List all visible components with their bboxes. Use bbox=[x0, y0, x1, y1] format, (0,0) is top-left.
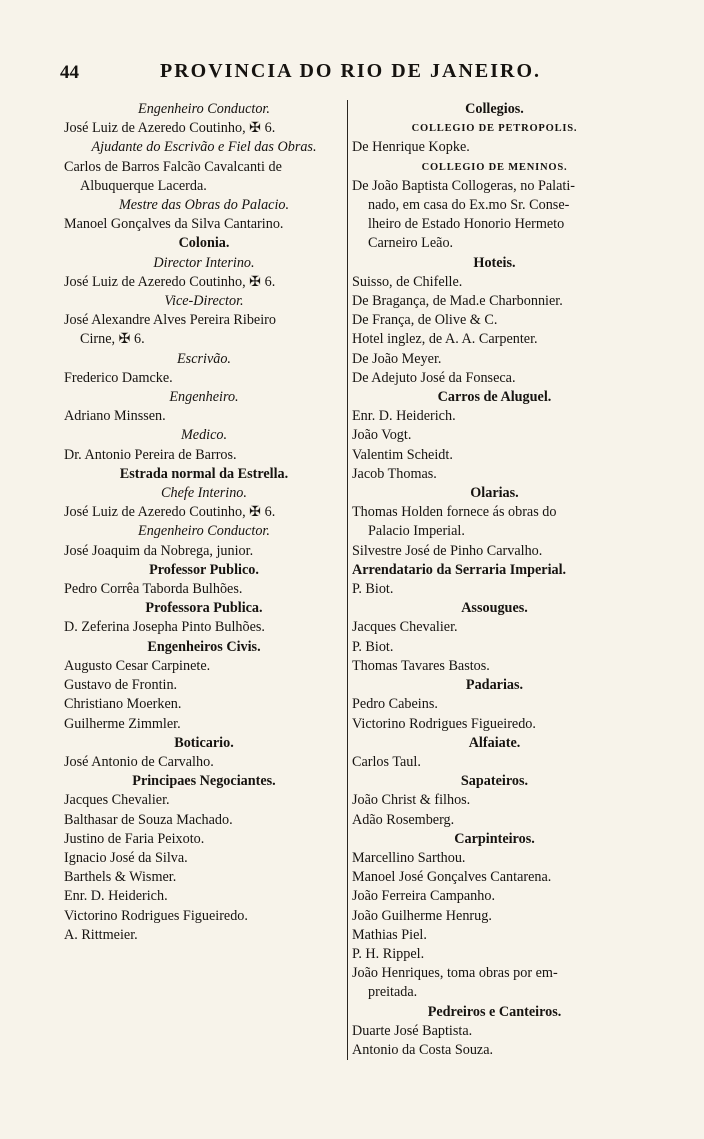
directory-entry: José Alexandre Alves Pereira Ribeiro bbox=[64, 312, 276, 329]
directory-entry: A. Rittmeier. bbox=[64, 926, 138, 943]
directory-entry: Guilherme Zimmler. bbox=[64, 715, 181, 732]
section-subheading: Engenheiro. bbox=[169, 389, 239, 406]
section-heading: Boticario. bbox=[174, 734, 234, 751]
directory-entry: Frederico Damcke. bbox=[64, 369, 173, 386]
directory-entry: P. Biot. bbox=[352, 638, 394, 655]
directory-entry: Augusto Cesar Carpinete. bbox=[64, 657, 211, 674]
directory-entry: D. Zeferina Josepha Pinto Bulhões. bbox=[64, 619, 265, 636]
directory-entry: Adriano Minssen. bbox=[64, 408, 166, 425]
directory-entry: De João Baptista Collogeras, no Palati- bbox=[352, 177, 576, 194]
section-heading: Pedreiros e Canteiros. bbox=[427, 1003, 562, 1020]
section-heading: Professora Publica. bbox=[145, 600, 263, 617]
section-subheading: Medico. bbox=[180, 427, 228, 444]
section-subheading: Vice-Director. bbox=[164, 293, 244, 310]
section-heading: Alfaiate. bbox=[468, 734, 521, 751]
page-header bbox=[60, 60, 630, 90]
directory-entry: Jacob Thomas. bbox=[352, 465, 437, 482]
directory-entry: Manoel Gonçalves da Silva Cantarino. bbox=[64, 216, 284, 233]
directory-entry: Balthasar de Souza Machado. bbox=[64, 811, 233, 828]
section-heading: Professor Publico. bbox=[149, 561, 259, 578]
entry-continuation: Carneiro Leão. bbox=[368, 235, 454, 252]
directory-entry: José Antonio de Carvalho. bbox=[64, 753, 214, 770]
directory-entry: João Guilherme Henrug. bbox=[352, 907, 492, 924]
section-subheading: Engenheiro Conductor. bbox=[138, 101, 270, 117]
entry-continuation: Cirne, ✠ 6. bbox=[80, 331, 145, 348]
entry-continuation: nado, em casa do Ex.mo Sr. Conse- bbox=[368, 197, 570, 214]
section-heading: Sapateiros. bbox=[460, 773, 529, 790]
right-column bbox=[352, 100, 637, 1060]
directory-entry: João Christ & filhos. bbox=[352, 792, 471, 809]
directory-entry: Manoel José Gonçalves Cantarena. bbox=[352, 869, 552, 886]
directory-entry: Adão Rosemberg. bbox=[352, 811, 455, 828]
entry-continuation: Albuquerque Lacerda. bbox=[80, 177, 207, 194]
entry-continuation: Palacio Imperial. bbox=[368, 523, 465, 540]
entry-continuation: preitada. bbox=[368, 984, 418, 1001]
section-heading: Padarias. bbox=[465, 677, 524, 694]
section-heading: Assougues. bbox=[461, 600, 528, 617]
directory-entry: Valentim Scheidt. bbox=[352, 446, 453, 463]
directory-entry: Duarte José Baptista. bbox=[352, 1022, 473, 1039]
entry-continuation: lheiro de Estado Honorio Hermeto bbox=[368, 216, 565, 233]
directory-entry: Christiano Moerken. bbox=[64, 696, 182, 713]
section-heading: Colonia. bbox=[178, 235, 230, 252]
institution-heading: COLLEGIO DE PETROPOLIS. bbox=[411, 123, 578, 135]
section-heading: Carros de Aluguel. bbox=[437, 389, 552, 406]
directory-entry: João Henriques, toma obras por em- bbox=[352, 965, 558, 982]
directory-entry: Silvestre José de Pinho Carvalho. bbox=[352, 542, 543, 559]
directory-entry: Carlos Taul. bbox=[352, 753, 421, 770]
directory-entry: Carlos de Barros Falcão Cavalcanti de bbox=[64, 158, 282, 175]
column-divider bbox=[347, 100, 348, 1060]
directory-entry: Suisso, de Chifelle. bbox=[352, 273, 463, 290]
directory-entry: Ignacio José da Silva. bbox=[64, 849, 188, 866]
section-heading: Principaes Negociantes. bbox=[132, 773, 276, 790]
section-heading: Olarias. bbox=[470, 485, 519, 502]
directory-entry: Dr. Antonio Pereira de Barros. bbox=[64, 446, 237, 463]
section-heading: Carpinteiros. bbox=[454, 830, 535, 847]
directory-entry: Hotel inglez, de A. A. Carpenter. bbox=[352, 331, 538, 348]
directory-entry: Enr. D. Heiderich. bbox=[64, 888, 168, 905]
running-title: PROVINCIA DO RIO DE JANEIRO. bbox=[160, 60, 542, 82]
directory-entry: De Henrique Kopke. bbox=[352, 139, 470, 156]
section-heading: Arrendatario da Serraria Imperial. bbox=[352, 561, 567, 578]
directory-entry: Victorino Rodrigues Figueiredo. bbox=[352, 715, 536, 732]
section-subheading: Chefe Interino. bbox=[161, 485, 247, 502]
directory-entry: Marcellino Sarthou. bbox=[352, 849, 466, 866]
section-heading: Collegios. bbox=[465, 101, 524, 117]
directory-entry: José Joaquim da Nobrega, junior. bbox=[64, 542, 254, 559]
directory-entry: Jacques Chevalier. bbox=[64, 792, 170, 809]
directory-entry: Pedro Corrêa Taborda Bulhões. bbox=[64, 581, 243, 598]
directory-entry: De Bragança, de Mad.e Charbonnier. bbox=[352, 293, 563, 310]
section-subheading: Mestre das Obras do Palacio. bbox=[118, 197, 290, 214]
directory-entry: De França, de Olive & C. bbox=[352, 312, 498, 329]
directory-entry: P. H. Rippel. bbox=[352, 945, 425, 962]
directory-entry: De Adejuto José da Fonseca. bbox=[352, 369, 516, 386]
directory-entry: Thomas Holden fornece ás obras do bbox=[352, 504, 557, 521]
directory-entry: Enr. D. Heiderich. bbox=[352, 408, 456, 425]
directory-entry: José Luiz de Azeredo Coutinho, ✠ 6. bbox=[64, 273, 276, 290]
directory-entry: Thomas Tavares Bastos. bbox=[352, 657, 490, 674]
section-heading: Estrada normal da Estrella. bbox=[119, 465, 289, 482]
directory-entry: João Ferreira Campanho. bbox=[352, 888, 496, 905]
section-heading: Hoteis. bbox=[473, 254, 516, 271]
directory-entry: João Vogt. bbox=[352, 427, 412, 444]
directory-entry: Jacques Chevalier. bbox=[352, 619, 458, 636]
directory-entry: Pedro Cabeins. bbox=[352, 696, 438, 713]
section-heading: Engenheiros Civis. bbox=[147, 638, 261, 655]
directory-entry: P. Biot. bbox=[352, 581, 394, 598]
directory-entry: José Luiz de Azeredo Coutinho, ✠ 6. bbox=[64, 504, 276, 521]
directory-entry: De João Meyer. bbox=[352, 350, 442, 367]
directory-entry: Antonio da Costa Souza. bbox=[352, 1041, 494, 1058]
section-subheading: Engenheiro Conductor. bbox=[138, 523, 270, 540]
left-column bbox=[64, 100, 344, 945]
section-subheading: Director Interino. bbox=[153, 254, 255, 271]
directory-entry: Victorino Rodrigues Figueiredo. bbox=[64, 907, 248, 924]
section-subheading: Ajudante do Escrivão e Fiel das Obras. bbox=[91, 139, 317, 156]
directory-entry: José Luiz de Azeredo Coutinho, ✠ 6. bbox=[64, 120, 276, 137]
directory-entry: Gustavo de Frontin. bbox=[64, 677, 178, 694]
directory-entry: Justino de Faria Peixoto. bbox=[64, 830, 205, 847]
section-subheading: Escrivão. bbox=[177, 350, 231, 367]
directory-entry: Mathias Piel. bbox=[352, 926, 427, 943]
directory-entry: Barthels & Wismer. bbox=[64, 869, 177, 886]
institution-heading: COLLEGIO DE MENINOS. bbox=[421, 161, 568, 173]
page-number: 44 bbox=[60, 62, 79, 83]
